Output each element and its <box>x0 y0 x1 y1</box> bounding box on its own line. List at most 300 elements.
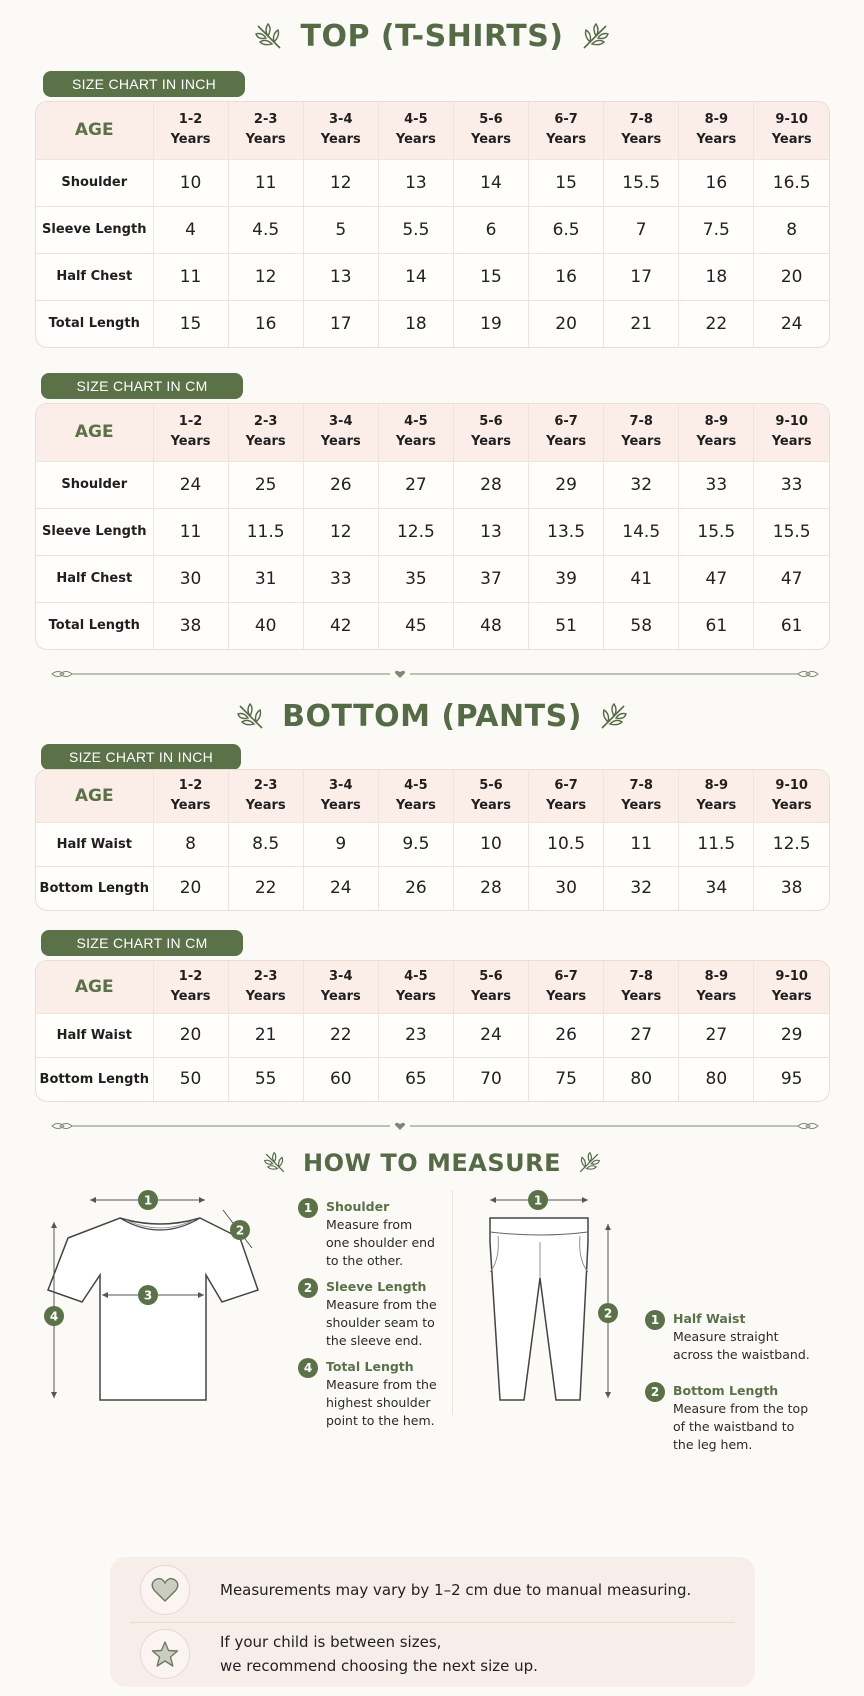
sprig-right-icon <box>598 702 628 732</box>
measurement-value: 26 <box>303 461 378 508</box>
measurement-value: 7 <box>604 206 679 253</box>
shirt-marker-3: 3 <box>143 1288 153 1303</box>
step-number: 4 <box>298 1358 318 1378</box>
age-column-header <box>453 404 528 461</box>
note-2-line-1: If your child is between sizes, <box>220 1633 442 1651</box>
table-row <box>36 508 829 555</box>
bottom-cm-label: SIZE CHART IN CM <box>41 930 243 956</box>
age-column-header <box>228 961 303 1013</box>
measurement-value: 11 <box>153 508 228 555</box>
age-unit: Years <box>621 797 662 813</box>
measurement-value: 11 <box>604 822 679 866</box>
top-inch-label: SIZE CHART IN INCH <box>43 71 245 97</box>
section-divider <box>50 1118 820 1134</box>
age-range: 3-4 <box>329 112 353 128</box>
age-unit: Years <box>546 988 587 1004</box>
age-header-row <box>36 102 829 159</box>
table-row <box>36 1013 829 1057</box>
age-unit: Years <box>771 797 812 813</box>
step-number: 1 <box>298 1198 318 1218</box>
age-range: 5-6 <box>479 777 503 793</box>
measurement-value: 14.5 <box>604 508 679 555</box>
age-unit: Years <box>320 988 361 1004</box>
age-range: 2-3 <box>253 777 278 793</box>
table-row <box>36 159 829 206</box>
measurement-value: 26 <box>378 866 453 910</box>
measurement-value: 21 <box>604 300 679 347</box>
measurement-value: 10 <box>453 822 528 866</box>
age-column-header <box>303 961 378 1013</box>
step-text: Measure from the shoulder seam to the sleeve end. <box>326 1297 437 1348</box>
note-row-1 <box>140 1565 691 1615</box>
age-range: 2-3 <box>253 968 278 984</box>
age-unit: Years <box>771 988 812 1004</box>
measurement-label: Shoulder <box>36 159 153 206</box>
bottom-section-title <box>0 698 864 734</box>
age-range: 7-8 <box>629 414 653 430</box>
measurement-value: 58 <box>604 602 679 649</box>
age-unit: Years <box>696 132 737 148</box>
measurement-value: 22 <box>679 300 754 347</box>
age-column-header <box>303 770 378 822</box>
age-column-header <box>303 404 378 461</box>
step-text: Measure from one shoulder end to the other. <box>326 1217 435 1268</box>
age-unit: Years <box>621 132 662 148</box>
measurement-value: 15.5 <box>679 508 754 555</box>
step-number: 1 <box>645 1310 665 1330</box>
sprig-right-icon <box>577 1151 601 1175</box>
pants-shape <box>490 1218 588 1400</box>
age-column-header <box>754 961 829 1013</box>
pants-marker-2: 2 <box>603 1306 613 1321</box>
age-column-header <box>679 102 754 159</box>
age-unit: Years <box>395 988 436 1004</box>
measurement-value: 37 <box>453 555 528 602</box>
age-range: 2-3 <box>253 414 278 430</box>
measurement-value: 29 <box>529 461 604 508</box>
measurement-value: 30 <box>153 555 228 602</box>
measurement-value: 5.5 <box>378 206 453 253</box>
step-text: Measure from the highest shoulder point to the hem. <box>326 1377 437 1428</box>
age-column-header <box>754 770 829 822</box>
measurement-value: 33 <box>754 461 829 508</box>
measurement-value: 28 <box>453 866 528 910</box>
measurement-value: 38 <box>153 602 228 649</box>
measurement-value: 65 <box>378 1057 453 1101</box>
measurement-value: 24 <box>303 866 378 910</box>
measurement-value: 32 <box>604 461 679 508</box>
measurement-value: 10 <box>153 159 228 206</box>
step-title: Shoulder <box>326 1199 390 1214</box>
measurement-value: 24 <box>453 1013 528 1057</box>
age-column-header <box>378 404 453 461</box>
age-column-header <box>529 404 604 461</box>
measurement-value: 26 <box>529 1013 604 1057</box>
measurement-value: 38 <box>780 878 803 899</box>
measurement-value: 70 <box>453 1057 528 1101</box>
age-unit: Years <box>245 132 286 148</box>
note-2-line-2: we recommend choosing the next size up. <box>220 1657 538 1675</box>
age-range: 8-9 <box>704 112 729 128</box>
age-column-header <box>153 961 228 1013</box>
age-unit: Years <box>546 132 587 148</box>
note-row-2 <box>140 1629 538 1679</box>
measurement-value: 20 <box>153 1013 228 1057</box>
measurement-value: 20 <box>529 300 604 347</box>
age-range: 3-4 <box>329 414 353 430</box>
measurement-value: 48 <box>453 602 528 649</box>
measurement-value: 35 <box>378 555 453 602</box>
measurement-value: 11.5 <box>679 822 754 866</box>
table-row <box>36 253 829 300</box>
sprig-right-icon <box>580 22 610 52</box>
age-column-header <box>604 961 679 1013</box>
measurement-value: 95 <box>780 1069 803 1090</box>
age-unit: Years <box>245 797 286 813</box>
measurement-value: 15.5 <box>604 159 679 206</box>
measurement-value: 15 <box>529 159 604 206</box>
age-column-header <box>453 961 528 1013</box>
measurement-value: 8 <box>754 206 829 253</box>
measurement-value: 20 <box>754 253 829 300</box>
age-column-header <box>679 404 754 461</box>
age-unit: Years <box>320 434 361 450</box>
measurement-value: 9 <box>303 822 378 866</box>
measurement-label: Half Waist <box>36 1013 153 1057</box>
measurement-value: 8.5 <box>228 822 303 866</box>
age-unit: Years <box>471 132 511 148</box>
step-title: Half Waist <box>673 1311 746 1326</box>
step-body <box>326 1198 438 1270</box>
measurement-label: Half Waist <box>36 822 153 866</box>
age-column-header <box>754 102 829 159</box>
age-range: 1-2 <box>178 968 203 984</box>
age-unit: Years <box>621 434 662 450</box>
age-header-row <box>36 404 829 461</box>
measurement-value: 17 <box>604 253 679 300</box>
age-column-header <box>378 770 453 822</box>
step-number: 2 <box>645 1382 665 1402</box>
age-header: AGE <box>36 404 153 461</box>
measurement-value: 11.5 <box>228 508 303 555</box>
measurement-value: 23 <box>378 1013 453 1057</box>
top-cm-label: SIZE CHART IN CM <box>41 373 243 399</box>
age-range: 5-6 <box>479 112 503 128</box>
measurement-value: 27 <box>378 461 453 508</box>
measurement-value: 12 <box>303 159 378 206</box>
age-range: 5-6 <box>479 414 503 430</box>
step-number: 2 <box>298 1278 318 1298</box>
age-unit: Years <box>696 434 737 450</box>
measurement-value: 12 <box>303 508 378 555</box>
measurement-value: 15.5 <box>754 508 829 555</box>
measurement-value: 41 <box>604 555 679 602</box>
age-range: 7-8 <box>629 968 653 984</box>
bottom-inch-table <box>35 769 830 911</box>
step-text: Measure from the top of the waistband to the leg hem. <box>673 1401 809 1452</box>
table-row <box>36 602 829 649</box>
age-range: 4-5 <box>404 777 428 793</box>
pants-diagram <box>470 1180 630 1420</box>
age-unit: Years <box>771 434 812 450</box>
age-range: 6-7 <box>554 777 578 793</box>
measure-step <box>298 1198 438 1270</box>
measure-step <box>645 1310 810 1364</box>
age-unit: Years <box>395 132 436 148</box>
age-range: 8-9 <box>704 777 729 793</box>
shirt-marker-4: 4 <box>49 1309 59 1324</box>
tshirt-diagram <box>40 1180 280 1420</box>
age-column-header <box>228 404 303 461</box>
measurement-value: 42 <box>303 602 378 649</box>
age-unit: Years <box>170 797 211 813</box>
age-unit: Years <box>245 434 286 450</box>
heart-icon <box>140 1565 190 1615</box>
top-inch-table <box>35 101 830 348</box>
measurement-value: 20 <box>153 866 228 910</box>
measurement-value: 16 <box>529 253 604 300</box>
age-column-header <box>378 102 453 159</box>
notes-box <box>110 1557 755 1687</box>
measurement-value: 8 <box>153 822 228 866</box>
measurement-value: 4.5 <box>228 206 303 253</box>
age-column-header <box>228 102 303 159</box>
measurement-value: 55 <box>228 1057 303 1101</box>
measurement-value: 12.5 <box>378 508 453 555</box>
age-range: 4-5 <box>404 112 428 128</box>
age-column-header <box>303 102 378 159</box>
measurement-value: 17 <box>303 300 378 347</box>
measurement-value: 11 <box>228 159 303 206</box>
age-range: 4-5 <box>404 414 428 430</box>
pants-marker-1: 1 <box>533 1193 543 1208</box>
age-header: AGE <box>36 102 153 159</box>
age-range: 9-10 <box>775 777 808 793</box>
table-row <box>36 206 829 253</box>
measurement-value: 27 <box>679 1013 754 1057</box>
measurement-label: Half Chest <box>36 253 153 300</box>
measurement-value: 4 <box>153 206 228 253</box>
measurement-value: 13 <box>453 508 528 555</box>
age-range: 9-10 <box>775 414 808 430</box>
age-range: 7-8 <box>629 112 653 128</box>
measurement-value: 61 <box>780 615 803 636</box>
bottom-inch-label: SIZE CHART IN INCH <box>41 744 241 770</box>
measurement-value: 9.5 <box>378 822 453 866</box>
note-2-text <box>220 1630 538 1678</box>
shirt-marker-1: 1 <box>143 1193 153 1208</box>
age-range: 6-7 <box>554 968 578 984</box>
measurement-value: 30 <box>529 866 604 910</box>
measurement-value: 14 <box>378 253 453 300</box>
pants-steps <box>645 1310 810 1472</box>
age-range: 5-6 <box>479 968 503 984</box>
measurement-value: 40 <box>228 602 303 649</box>
age-unit: Years <box>170 988 211 1004</box>
measurement-value: 13.5 <box>529 508 604 555</box>
age-range: 1-2 <box>178 777 203 793</box>
step-title: Total Length <box>326 1359 414 1374</box>
age-range: 8-9 <box>704 968 729 984</box>
age-unit: Years <box>696 797 737 813</box>
bottom-cm-table <box>35 960 830 1102</box>
age-unit: Years <box>395 434 436 450</box>
age-unit: Years <box>546 434 587 450</box>
table-row <box>36 1057 829 1101</box>
age-column-header <box>153 102 228 159</box>
note-1-text: Measurements may vary by 1–2 cm due to manual measuring. <box>220 1581 692 1599</box>
measurement-value: 12 <box>228 253 303 300</box>
table-row <box>36 866 829 910</box>
measurement-value: 10.5 <box>529 822 604 866</box>
measurement-value: 33 <box>303 555 378 602</box>
measurement-label: Half Chest <box>36 555 153 602</box>
bottom-title: BOTTOM (PANTS) <box>282 699 582 734</box>
step-title: Bottom Length <box>673 1383 779 1398</box>
measurement-value: 12.5 <box>754 822 829 866</box>
measurement-value: 15 <box>453 253 528 300</box>
how-divider <box>452 1190 453 1415</box>
measurement-value: 45 <box>378 602 453 649</box>
age-range: 9-10 <box>775 968 808 984</box>
age-range: 6-7 <box>554 112 578 128</box>
step-body <box>673 1310 810 1364</box>
measurement-label: Bottom Length <box>36 1057 153 1101</box>
measurement-label: Total Length <box>36 300 153 347</box>
step-body <box>673 1382 810 1454</box>
step-body <box>326 1278 438 1350</box>
measurement-value: 61 <box>679 602 754 649</box>
age-unit: Years <box>170 132 211 148</box>
age-column-header <box>453 770 528 822</box>
age-unit: Years <box>771 132 812 148</box>
measurement-value: 21 <box>228 1013 303 1057</box>
measurement-value: 6 <box>453 206 528 253</box>
measurement-value: 14 <box>453 159 528 206</box>
measurement-value: 34 <box>679 866 754 910</box>
measurement-label: Sleeve Length <box>36 206 153 253</box>
measurement-value: 13 <box>378 159 453 206</box>
age-unit: Years <box>546 797 587 813</box>
measurement-value: 27 <box>604 1013 679 1057</box>
age-range: 2-3 <box>253 112 278 128</box>
age-range: 1-2 <box>178 112 203 128</box>
measurement-value: 7.5 <box>679 206 754 253</box>
measurement-label: Total Length <box>36 602 153 649</box>
age-column-header <box>228 770 303 822</box>
measurement-label: Bottom Length <box>36 866 153 910</box>
age-unit: Years <box>320 797 361 813</box>
measurement-value: 18 <box>679 253 754 300</box>
step-title: Sleeve Length <box>326 1279 427 1294</box>
measurement-value: 16 <box>679 159 754 206</box>
measurement-value: 75 <box>529 1057 604 1101</box>
age-range: 6-7 <box>554 414 578 430</box>
age-column-header <box>529 961 604 1013</box>
measurement-value: 80 <box>679 1057 754 1101</box>
age-range: 3-4 <box>329 777 353 793</box>
age-unit: Years <box>696 988 737 1004</box>
measure-step <box>298 1358 438 1430</box>
age-header-row <box>36 961 829 1013</box>
measurement-value: 47 <box>754 555 829 602</box>
measurement-label: Sleeve Length <box>36 508 153 555</box>
measurement-value: 22 <box>303 1013 378 1057</box>
age-unit: Years <box>170 434 211 450</box>
age-range: 8-9 <box>704 414 729 430</box>
age-range: 9-10 <box>775 112 808 128</box>
age-column-header <box>754 404 829 461</box>
step-text: Measure straight across the waistband. <box>673 1329 810 1362</box>
measurement-value: 11 <box>153 253 228 300</box>
top-cm-table <box>35 403 830 650</box>
age-column-header <box>153 404 228 461</box>
shirt-marker-2: 2 <box>235 1223 245 1238</box>
measurement-value: 15 <box>153 300 228 347</box>
measurement-value: 6.5 <box>529 206 604 253</box>
measurement-value: 16 <box>228 300 303 347</box>
top-title: TOP (T-SHIRTS) <box>300 19 564 54</box>
age-unit: Years <box>471 797 511 813</box>
table-row <box>36 300 829 347</box>
age-header: AGE <box>36 961 153 1013</box>
measurement-value: 25 <box>228 461 303 508</box>
how-title: HOW TO MEASURE <box>303 1149 561 1177</box>
measurement-value: 16.5 <box>754 159 829 206</box>
measurement-value: 80 <box>604 1057 679 1101</box>
age-column-header <box>453 102 528 159</box>
measurement-value: 39 <box>529 555 604 602</box>
table-row <box>36 461 829 508</box>
measurement-value: 13 <box>303 253 378 300</box>
age-range: 3-4 <box>329 968 353 984</box>
age-unit: Years <box>471 434 511 450</box>
measurement-value: 22 <box>228 866 303 910</box>
notes-separator <box>130 1622 735 1623</box>
age-column-header <box>604 404 679 461</box>
age-unit: Years <box>245 988 286 1004</box>
age-column-header <box>604 102 679 159</box>
sprig-left-icon <box>236 702 266 732</box>
top-section-title <box>0 18 864 54</box>
measurement-value: 50 <box>153 1057 228 1101</box>
measurement-value: 51 <box>529 602 604 649</box>
measurement-value: 18 <box>378 300 453 347</box>
age-range: 4-5 <box>404 968 428 984</box>
how-section-title <box>0 1148 864 1177</box>
age-range: 1-2 <box>178 414 203 430</box>
measurement-value: 19 <box>453 300 528 347</box>
measurement-value: 32 <box>604 866 679 910</box>
measurement-value: 29 <box>754 1013 829 1057</box>
measurement-value: 60 <box>303 1057 378 1101</box>
age-column-header <box>529 102 604 159</box>
measurement-value: 33 <box>679 461 754 508</box>
measurement-value: 28 <box>453 461 528 508</box>
age-column-header <box>529 770 604 822</box>
age-column-header <box>604 770 679 822</box>
shirt-steps <box>298 1198 438 1438</box>
tshirt-shape <box>48 1218 258 1400</box>
table-row <box>36 555 829 602</box>
measurement-value: 5 <box>303 206 378 253</box>
measurement-value: 24 <box>780 313 803 334</box>
age-column-header <box>378 961 453 1013</box>
table-row <box>36 822 829 866</box>
star-icon <box>140 1629 190 1679</box>
age-unit: Years <box>320 132 361 148</box>
measurement-value: 24 <box>153 461 228 508</box>
